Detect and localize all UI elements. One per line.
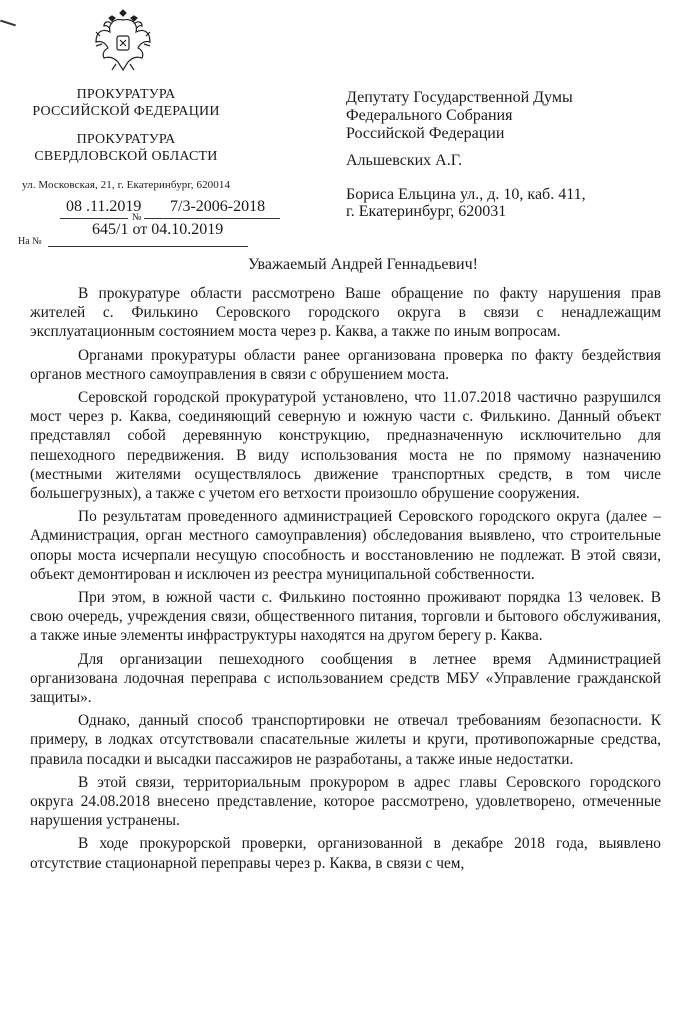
body-paragraph: В прокуратуре области рассмотрено Ваше обращение по факту нарушения прав жителей с. Филькино Серовского городского округа в связи с ненадлежащим эксплуатационным состоянием моста через р. Каква, а также по иным вопросам. <box>30 285 661 341</box>
body-paragraph: Серовской городской прокуратурой установлено, что 11.07.2018 частично разрушился мост через р. Каква, соединяющий северную и южную части с. Филькино. Данный объект представлял собой деревянную конструкцию, предназначенную исключительно для пешеходного передвижения. В виду использования моста не по прямому назначению (местными жителями осуществлялось движение транспортных средств, в том числе большегрузных), а также с учетом его ветхости произошло обрушение сооружения. <box>30 389 661 503</box>
body-paragraph: В ходе прокурорской проверки, организованной в декабре 2018 года, выявлено отсутствие стационарной переправы через р. Каква, в связи с чем, <box>30 835 661 872</box>
reply-reference: 645/1 от 04.10.2019 <box>92 221 224 238</box>
org-line: СВЕРДЛОВСКОЙ ОБЛАСТИ <box>34 149 218 164</box>
body-paragraph: По результатам проведенного администрацией Серовского городского округа (далее – Администрация, орган местного самоуправления) обследования выявлено, что строительные опоры моста исчерпали несущую способность и восстановлению не подлежат. В этой связи, объект демонтирован и исключен из реестра муниципальной собственности. <box>30 508 661 583</box>
body-paragraph: Однако, данный способ транспортировки не отвечал требованиям безопасности. К примеру, в лодках отсутствовали спасательные жилеты и круги, противопожарные средства, правила посадки и высадки пассажиров не разработаны, а также иные недостатки. <box>30 712 661 768</box>
org-subdivision-block <box>20 131 232 165</box>
recipient-title <box>346 89 573 143</box>
number-underline <box>144 218 280 219</box>
body-paragraph: Органами прокуратуры области ранее организована проверка по факту бездействия органов местного самоуправления в связи с обрушением моста. <box>30 346 661 383</box>
body-paragraph: В этой связи, территориальным прокурором в адрес главы Серовского городского округа 24.08.2018 внесено представление, которое рассмотрено, удовлетворено, отмеченные нарушения устранены. <box>30 773 661 830</box>
recipient-name: Альшевских А.Г. <box>346 152 463 169</box>
salutation: Уважаемый Андрей Геннадьевич! <box>248 256 478 273</box>
org-line: ПРОКУРАТУРА <box>76 87 176 102</box>
double-headed-eagle-emblem-icon <box>92 6 154 74</box>
org-name-block <box>20 86 232 120</box>
number-label: № <box>132 212 142 223</box>
recipient-address-line: г. Екатеринбург, 620031 <box>346 203 507 220</box>
letter-date: 08 .11.2019 <box>66 198 142 215</box>
org-line: РОССИЙСКОЙ ФЕДЕРАЦИИ <box>32 104 220 119</box>
recipient-line: Депутату Государственной Думы <box>346 89 573 106</box>
recipient-address <box>346 186 586 220</box>
letter-number: 7/3-2006-2018 <box>170 198 266 215</box>
org-line: ПРОКУРАТУРА <box>76 132 176 147</box>
org-address: ул. Московская, 21, г. Екатеринбург, 620014 <box>22 179 231 191</box>
scan-mark <box>0 20 16 27</box>
date-underline <box>60 218 128 219</box>
body-paragraph: При этом, в южной части с. Филькино постоянно проживают порядка 13 человек. В свою очередь, учреждения связи, общественного питания, торговли и бытового обслуживания, а также иные элементы инфраструктуры находятся на другом берегу р. Каква. <box>30 589 661 645</box>
recipient-address-line: Бориса Ельцина ул., д. 10, каб. 411, <box>346 186 586 203</box>
recipient-line: Федерального Собрания <box>346 107 513 124</box>
recipient-line: Российской Федерации <box>346 125 505 142</box>
body-paragraph: Для организации пешеходного сообщения в летнее время Администрацией организована лодочная переправа с использованием средств МБУ «Управление гражданской защиты». <box>30 650 661 707</box>
letter-body <box>30 284 661 877</box>
reply-underline <box>48 246 248 247</box>
reply-label: На № <box>18 236 42 247</box>
